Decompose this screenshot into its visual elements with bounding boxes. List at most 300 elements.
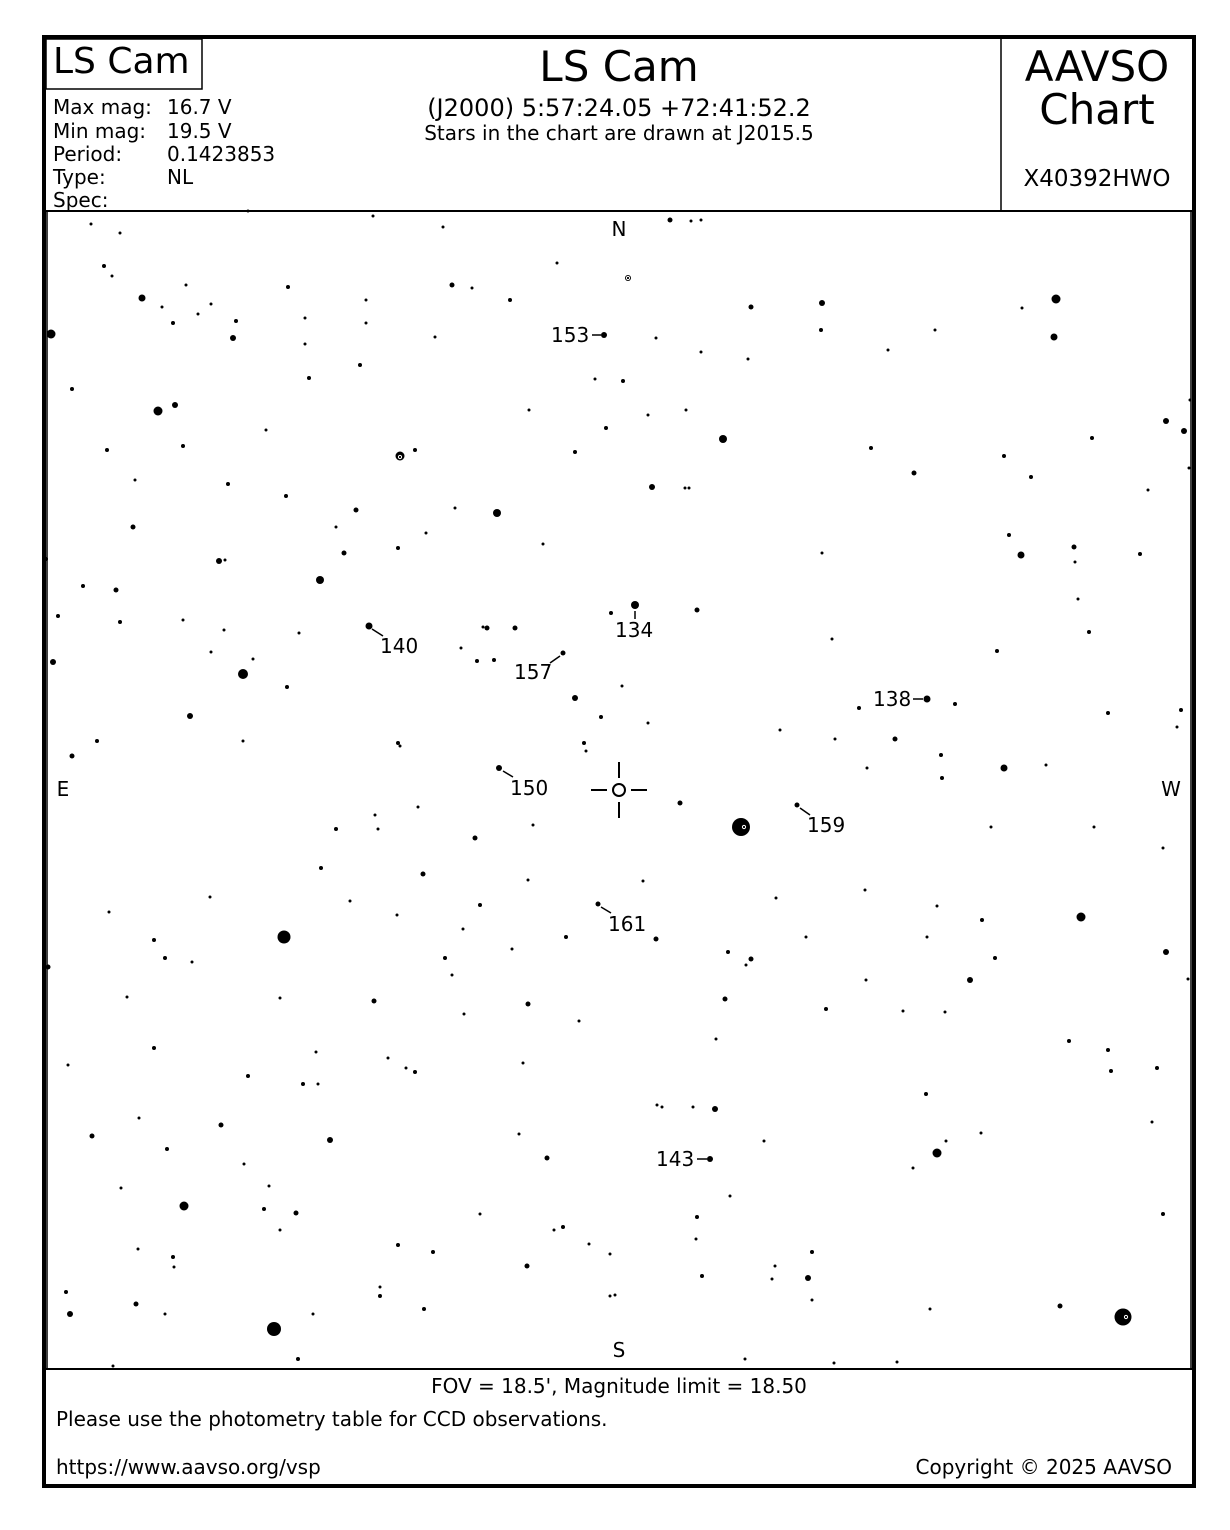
star-dot bbox=[462, 928, 465, 931]
star-dot bbox=[108, 911, 111, 914]
star-dot bbox=[508, 298, 512, 302]
star-dot bbox=[95, 739, 99, 743]
star-dot bbox=[197, 313, 200, 316]
info-label: Spec: bbox=[53, 188, 109, 212]
star-dot bbox=[478, 903, 482, 907]
star-dot bbox=[934, 329, 937, 332]
star-dot bbox=[1090, 436, 1094, 440]
star-dot bbox=[421, 872, 426, 877]
star-dot bbox=[1052, 295, 1061, 304]
star-dot bbox=[865, 979, 868, 982]
star-dot bbox=[542, 543, 545, 546]
comp-star-label: 157 bbox=[514, 660, 553, 684]
star-dot bbox=[154, 407, 163, 416]
ccd-note: Please use the photometry table for CCD observations. bbox=[56, 1407, 608, 1431]
star-dot bbox=[1115, 1309, 1132, 1326]
info-label: Type: bbox=[53, 165, 106, 189]
star-dot bbox=[67, 1311, 73, 1317]
star-dot bbox=[939, 753, 943, 757]
star-dot bbox=[224, 559, 227, 562]
star-dot bbox=[473, 836, 478, 841]
star-dot bbox=[578, 1020, 581, 1023]
star-dot bbox=[833, 1362, 836, 1365]
star-dot bbox=[775, 897, 778, 900]
star-dot bbox=[70, 754, 75, 759]
star-dot bbox=[431, 1250, 435, 1254]
star-dot bbox=[405, 1067, 408, 1070]
star-dot bbox=[729, 1195, 732, 1198]
star-dot bbox=[307, 376, 311, 380]
info-value: 16.7 V bbox=[167, 95, 232, 119]
star-dot bbox=[118, 620, 122, 624]
star-dot bbox=[210, 303, 213, 306]
star-dot bbox=[774, 1265, 777, 1268]
star-dot bbox=[304, 343, 307, 346]
star-dot bbox=[164, 1313, 167, 1316]
star-dot bbox=[511, 948, 514, 951]
star-dot bbox=[454, 507, 457, 510]
star-dot bbox=[834, 738, 837, 741]
star-dot bbox=[396, 452, 405, 461]
star-dot bbox=[655, 337, 658, 340]
star-dot bbox=[857, 706, 861, 710]
star-dot bbox=[712, 1106, 718, 1112]
comp-star-label: 150 bbox=[510, 776, 549, 800]
comp-star-label: 140 bbox=[380, 634, 419, 658]
star-dot bbox=[396, 1243, 400, 1247]
star-dot bbox=[70, 387, 74, 391]
star-dot bbox=[111, 275, 114, 278]
star-dot bbox=[678, 801, 683, 806]
star-dot bbox=[1074, 561, 1077, 564]
star-dot bbox=[372, 215, 375, 218]
compass-south: S bbox=[612, 1338, 626, 1362]
star-dot bbox=[1021, 307, 1024, 310]
star-dot bbox=[668, 218, 673, 223]
star-dot bbox=[1189, 399, 1192, 402]
star-dot bbox=[1067, 1039, 1071, 1043]
star-dot bbox=[700, 1274, 704, 1278]
star-dot bbox=[732, 818, 750, 836]
star-dot bbox=[685, 409, 688, 412]
star-dot bbox=[134, 479, 137, 482]
star-dot bbox=[278, 931, 291, 944]
star-dot bbox=[126, 996, 129, 999]
star-dot bbox=[688, 487, 691, 490]
star-dot bbox=[358, 363, 362, 367]
star-dot bbox=[396, 741, 400, 745]
star-dot bbox=[924, 1092, 928, 1096]
star-dot bbox=[1106, 1048, 1110, 1052]
star-dot bbox=[1188, 467, 1191, 470]
star-dot bbox=[933, 1149, 942, 1158]
star-dot bbox=[771, 1278, 774, 1281]
star-dot bbox=[561, 651, 566, 656]
star-dot bbox=[496, 765, 502, 771]
star-dot bbox=[940, 776, 944, 780]
star-dot bbox=[210, 651, 213, 654]
star-dot bbox=[604, 426, 608, 430]
info-label: Period: bbox=[53, 142, 123, 166]
star-dot bbox=[173, 1266, 176, 1269]
star-dot bbox=[1162, 847, 1165, 850]
star-dot bbox=[564, 935, 568, 939]
star-dot bbox=[56, 614, 60, 618]
star-dot bbox=[819, 300, 825, 306]
star-dot bbox=[990, 826, 993, 829]
chart-border bbox=[44, 37, 1194, 1486]
star-dot bbox=[64, 1290, 68, 1294]
star-dot bbox=[819, 328, 823, 332]
star-dot bbox=[493, 509, 501, 517]
star-dot bbox=[912, 1167, 915, 1170]
star-dot bbox=[152, 1046, 156, 1050]
star-dot bbox=[1106, 711, 1110, 715]
star-dot bbox=[243, 1163, 246, 1166]
star-dot bbox=[396, 546, 400, 550]
star-dot bbox=[1187, 978, 1190, 981]
star-dot bbox=[67, 1064, 70, 1067]
star-dot bbox=[342, 551, 347, 556]
star-dot bbox=[279, 1229, 282, 1232]
star-dot bbox=[365, 299, 368, 302]
star-dot bbox=[715, 1038, 718, 1041]
star-dot bbox=[182, 619, 185, 622]
star-dot bbox=[944, 1011, 947, 1014]
star-dot bbox=[980, 918, 984, 922]
star-dot bbox=[335, 526, 338, 529]
star-dot bbox=[647, 722, 650, 725]
star-dot bbox=[522, 1062, 525, 1065]
star-dot bbox=[298, 632, 301, 635]
star-dot bbox=[463, 1013, 466, 1016]
star-dot bbox=[1093, 826, 1096, 829]
star-dot bbox=[647, 414, 650, 417]
brand-line-1: AAVSO bbox=[1024, 42, 1170, 91]
star-dot bbox=[945, 1140, 948, 1143]
star-dot bbox=[831, 638, 834, 641]
star-dot bbox=[185, 284, 188, 287]
star-dot bbox=[471, 287, 474, 290]
star-dot bbox=[532, 824, 535, 827]
star-dot bbox=[191, 961, 194, 964]
star-dot bbox=[475, 659, 479, 663]
star-dot bbox=[695, 1215, 699, 1219]
star-dot bbox=[779, 729, 782, 732]
comp-star-label: 138 bbox=[873, 687, 912, 711]
star-dot bbox=[1161, 1212, 1165, 1216]
star-dot bbox=[417, 806, 420, 809]
star-dot bbox=[518, 1133, 521, 1136]
star-dot bbox=[134, 1302, 139, 1307]
star-name-label: LS Cam bbox=[53, 41, 190, 82]
star-dot bbox=[695, 608, 700, 613]
star-dot bbox=[294, 1211, 299, 1216]
star-dot bbox=[1087, 630, 1091, 634]
star-dot bbox=[929, 1308, 932, 1311]
star-dot bbox=[1179, 708, 1183, 712]
compass-west: W bbox=[1161, 777, 1181, 801]
star-dot bbox=[588, 1243, 591, 1246]
star-dot bbox=[374, 814, 377, 817]
star-dot bbox=[749, 305, 753, 309]
star-dot bbox=[596, 902, 601, 907]
star-dot bbox=[995, 649, 999, 653]
star-dot bbox=[327, 1137, 333, 1143]
star-dot bbox=[695, 1238, 698, 1241]
star-dot bbox=[387, 1057, 390, 1060]
star-dot bbox=[513, 626, 518, 631]
star-dot bbox=[334, 827, 338, 831]
star-dot bbox=[1138, 552, 1142, 556]
comp-star-label: 159 bbox=[807, 813, 846, 837]
star-dot bbox=[479, 1213, 482, 1216]
star-dot bbox=[413, 1070, 417, 1074]
star-dot bbox=[316, 576, 324, 584]
star-dot bbox=[924, 696, 931, 703]
star-dot bbox=[561, 1225, 565, 1229]
star-dot bbox=[312, 1313, 315, 1316]
compass-east: E bbox=[56, 777, 70, 801]
star-dot bbox=[1163, 949, 1169, 955]
star-dot bbox=[1109, 1069, 1113, 1073]
info-label: Min mag: bbox=[53, 119, 147, 143]
star-dot bbox=[443, 956, 447, 960]
star-dot bbox=[609, 611, 613, 615]
star-dot bbox=[614, 1294, 617, 1297]
star-dot bbox=[399, 745, 402, 748]
star-dot bbox=[131, 525, 136, 530]
star-dot bbox=[172, 402, 178, 408]
star-dot bbox=[690, 220, 693, 223]
star-dot bbox=[572, 695, 578, 701]
star-dot bbox=[525, 1264, 530, 1269]
star-dot bbox=[81, 584, 85, 588]
star-dot bbox=[749, 957, 754, 962]
star-dot bbox=[216, 558, 222, 564]
star-dot bbox=[684, 487, 687, 490]
star-dot bbox=[209, 896, 212, 899]
star-dot bbox=[795, 803, 800, 808]
star-dot bbox=[1001, 765, 1008, 772]
star-dot bbox=[102, 264, 106, 268]
comp-star-label: 153 bbox=[551, 323, 590, 347]
star-dot bbox=[180, 1202, 189, 1211]
star-dot bbox=[805, 936, 808, 939]
star-dot bbox=[811, 1299, 814, 1302]
star-dot bbox=[378, 1294, 382, 1298]
star-dot bbox=[137, 1248, 140, 1251]
star-dot bbox=[139, 295, 146, 302]
star-dot bbox=[319, 866, 323, 870]
star-dot bbox=[485, 626, 490, 631]
star-dot bbox=[1002, 454, 1006, 458]
star-dot bbox=[1018, 552, 1025, 559]
star-dot bbox=[594, 378, 597, 381]
brand-line-2: Chart bbox=[1039, 85, 1155, 134]
star-dot bbox=[556, 262, 559, 265]
star-dot bbox=[152, 938, 156, 942]
star-dot bbox=[810, 1250, 814, 1254]
star-dot bbox=[582, 741, 586, 745]
star-dot bbox=[719, 435, 727, 443]
star-dot bbox=[163, 956, 167, 960]
star-dot bbox=[112, 1365, 115, 1368]
star-dot bbox=[967, 977, 973, 983]
star-dot bbox=[526, 1002, 531, 1007]
star-dot bbox=[482, 626, 485, 629]
star-dot bbox=[609, 1253, 612, 1256]
star-dot bbox=[181, 444, 185, 448]
star-dot bbox=[896, 1361, 899, 1364]
star-dot bbox=[1072, 545, 1077, 550]
star-dot bbox=[315, 1051, 318, 1054]
star-dot bbox=[1155, 1066, 1159, 1070]
star-dot bbox=[165, 1147, 169, 1151]
target-reticle bbox=[591, 762, 647, 818]
star-dot bbox=[864, 889, 867, 892]
star-dot bbox=[726, 950, 730, 954]
star-dot bbox=[745, 964, 748, 967]
star-dot bbox=[434, 336, 437, 339]
star-dot bbox=[119, 232, 122, 235]
star-dot bbox=[425, 532, 428, 535]
star-dot bbox=[242, 740, 245, 743]
comp-star-label: 143 bbox=[656, 1147, 695, 1171]
star-dot bbox=[893, 737, 898, 742]
star-dot bbox=[413, 448, 417, 452]
star-dot bbox=[238, 669, 248, 679]
star-dot bbox=[114, 588, 119, 593]
star-dot bbox=[365, 322, 368, 325]
comp-star-label: 134 bbox=[615, 618, 654, 642]
star-dot bbox=[161, 306, 164, 309]
star-dot bbox=[573, 450, 577, 454]
star-dot bbox=[138, 1117, 141, 1120]
star-dot bbox=[585, 750, 588, 753]
star-dot bbox=[44, 557, 48, 561]
coordinates: (J2000) 5:57:24.05 +72:41:52.2 bbox=[427, 94, 811, 122]
star-dot bbox=[821, 552, 824, 555]
star-dot bbox=[609, 1295, 612, 1298]
star-dot bbox=[621, 379, 625, 383]
star-dot bbox=[649, 484, 655, 490]
star-dot bbox=[631, 601, 639, 609]
star-dot bbox=[396, 914, 399, 917]
star-dot bbox=[268, 1185, 271, 1188]
star-dot bbox=[442, 226, 445, 229]
star-dot bbox=[379, 1286, 382, 1289]
star-dot bbox=[230, 335, 236, 341]
star-dot bbox=[279, 997, 282, 1000]
star-dot bbox=[460, 647, 463, 650]
star-dot bbox=[46, 965, 51, 970]
star-dot bbox=[912, 471, 917, 476]
star-dot bbox=[692, 1106, 695, 1109]
star-dot bbox=[317, 1083, 320, 1086]
star-dot bbox=[234, 319, 238, 323]
star-dot bbox=[601, 332, 607, 338]
star-dot bbox=[902, 1010, 905, 1013]
star-dot bbox=[1181, 428, 1187, 434]
star-dot bbox=[252, 658, 255, 661]
star-dot bbox=[654, 937, 659, 942]
star-dot bbox=[723, 997, 728, 1002]
star-dot bbox=[301, 1082, 305, 1086]
fov-text: FOV = 18.5', Magnitude limit = 18.50 bbox=[431, 1374, 807, 1398]
star-dot bbox=[246, 1074, 250, 1078]
star-dot bbox=[226, 482, 230, 486]
star-dot bbox=[553, 1229, 556, 1232]
star-dot bbox=[223, 629, 226, 632]
star-dot bbox=[187, 713, 193, 719]
star-dot bbox=[993, 956, 997, 960]
info-value: NL bbox=[167, 165, 194, 189]
star-dot bbox=[926, 936, 929, 939]
info-value: 19.5 V bbox=[167, 119, 232, 143]
target-circle bbox=[613, 784, 625, 796]
star-dot bbox=[247, 210, 250, 213]
star-dot bbox=[120, 1187, 123, 1190]
star-dot bbox=[105, 448, 109, 452]
star-dot bbox=[354, 508, 359, 513]
epoch-note: Stars in the chart are drawn at J2015.5 bbox=[424, 121, 814, 145]
star-dot bbox=[866, 767, 869, 770]
copyright: Copyright © 2025 AAVSO bbox=[915, 1455, 1172, 1479]
star-dot bbox=[1029, 475, 1033, 479]
info-label: Max mag: bbox=[53, 95, 152, 119]
star-dot bbox=[1077, 598, 1080, 601]
star-dot bbox=[744, 1358, 747, 1361]
star-dot bbox=[171, 321, 175, 325]
star-dot bbox=[1176, 726, 1179, 729]
star-dot bbox=[980, 1132, 983, 1135]
star-info bbox=[52, 95, 275, 212]
chart-id: X40392HWO bbox=[1023, 166, 1171, 192]
star-dot bbox=[599, 715, 603, 719]
chart-title: LS Cam bbox=[539, 42, 699, 91]
star-dot bbox=[450, 283, 455, 288]
star-dot bbox=[284, 494, 288, 498]
star-dot bbox=[451, 974, 454, 977]
star-dot bbox=[50, 659, 56, 665]
star-dot bbox=[707, 1156, 713, 1162]
star-dot bbox=[621, 685, 624, 688]
star-dot bbox=[700, 351, 703, 354]
vsp-url: https://www.aavso.org/vsp bbox=[56, 1455, 321, 1479]
star-dot bbox=[1151, 1121, 1154, 1124]
star-dot bbox=[47, 330, 56, 339]
star-dot bbox=[824, 1007, 828, 1011]
star-dot bbox=[763, 1140, 766, 1143]
info-value: 0.1423853 bbox=[167, 142, 276, 166]
star-dot bbox=[304, 317, 307, 320]
star-dot bbox=[936, 905, 939, 908]
star-dot bbox=[887, 349, 890, 352]
star-dot bbox=[545, 1156, 550, 1161]
star-dot bbox=[656, 1104, 659, 1107]
star-dot bbox=[492, 658, 496, 662]
star-dot bbox=[1147, 489, 1150, 492]
star-dot bbox=[1163, 418, 1169, 424]
star-dot bbox=[1077, 913, 1086, 922]
star-dot bbox=[285, 685, 289, 689]
star-dot bbox=[262, 1207, 266, 1211]
star-dot bbox=[1045, 764, 1048, 767]
star-dot bbox=[366, 623, 373, 630]
star-dot bbox=[642, 880, 645, 883]
star-dot bbox=[171, 1255, 175, 1259]
